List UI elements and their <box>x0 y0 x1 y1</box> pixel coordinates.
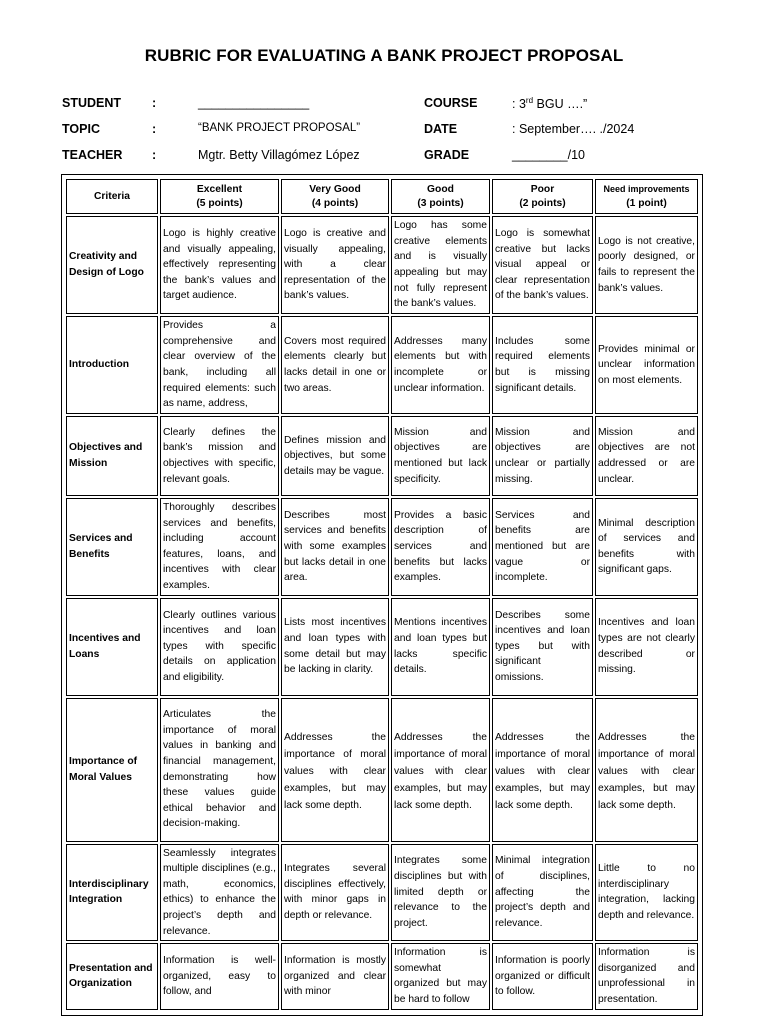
header-very-good: Very Good (4 points) <box>281 179 389 214</box>
info-row-topic <box>0 122 768 142</box>
date-value: : September…. ./2024 <box>512 122 635 136</box>
rating-cell: Logo is creative and visually appealing, with a clear representation of the bank’s values. <box>281 216 389 314</box>
rating-cell: Includes some required elements but is missing significant details. <box>492 316 593 414</box>
criterion-cell: Presentation and Organization <box>66 943 158 1009</box>
rating-cell: Clearly outlines various incentives and loan types with specific details on application and eligibility. <box>160 598 279 696</box>
table-row <box>66 943 698 1009</box>
topic-colon: : <box>152 122 157 136</box>
rating-cell: Minimal integration of disciplines, affecting the project’s depth and relevance. <box>492 844 593 942</box>
teacher-colon: : <box>152 148 157 162</box>
rating-cell: Information is well-organized, easy to follow, and <box>160 943 279 1009</box>
rating-cell: Describes most services and benefits with some examples but lacks detail in one area. <box>281 498 389 596</box>
rating-cell: Provides a comprehensive and clear overview of the bank, including all required elements: such as name, address, <box>160 316 279 414</box>
criterion-cell: Incentives and Loans <box>66 598 158 696</box>
grade-value: ________/10 <box>512 148 585 162</box>
table-row <box>66 698 698 842</box>
criterion-cell: Interdisciplinary Integration <box>66 844 158 942</box>
teacher-label: TEACHER <box>62 148 123 162</box>
rating-cell: Articulates the importance of moral values in banking and financial management, demonstrating how these values guide ethical behavior and decision-making. <box>160 698 279 842</box>
rubric-frame <box>61 174 703 1016</box>
rating-cell: Thoroughly describes services and benefits, including account features, loans, and incentives with clear examples. <box>160 498 279 596</box>
rating-cell: Lists most incentives and loan types with some detail but may be lacking in clarity. <box>281 598 389 696</box>
header-good: Good (3 points) <box>391 179 490 214</box>
rating-cell: Covers most required elements clearly but lacks detail in one or two areas. <box>281 316 389 414</box>
header-criteria: Criteria <box>66 179 158 214</box>
rating-cell: Integrates several disciplines effectively, with minor gaps in depth or relevance. <box>281 844 389 942</box>
rating-cell: Incentives and loan types are not clearly described or missing. <box>595 598 698 696</box>
table-row <box>66 416 698 496</box>
document-title: RUBRIC FOR EVALUATING A BANK PROJECT PROPOSAL <box>144 46 624 65</box>
rating-cell: Seamlessly integrates multiple disciplines (e.g., math, economics, ethics) to enhance the project’s depth and relevance. <box>160 844 279 942</box>
student-label: STUDENT <box>62 96 122 110</box>
rating-cell: Addresses the importance of moral values with clear examples, but may lack some depth. <box>391 698 490 842</box>
student-colon: : <box>152 96 157 110</box>
criterion-cell: Services and Benefits <box>66 498 158 596</box>
header-poor: Poor (2 points) <box>492 179 593 214</box>
rating-cell: Little to no interdisciplinary integration, lacking depth and relevance. <box>595 844 698 942</box>
header-excellent: Excellent (5 points) <box>160 179 279 214</box>
table-row <box>66 598 698 696</box>
rating-cell: Clearly defines the bank’s mission and objectives with specific, relevant goals. <box>160 416 279 496</box>
rating-cell: Services and benefits are mentioned but are vague or incomplete. <box>492 498 593 596</box>
student-value: ________________ <box>198 96 310 110</box>
rating-cell: Mission and objectives are mentioned but lack specificity. <box>391 416 490 496</box>
rating-cell: Integrates some disciplines but with limited depth or relevance to the project. <box>391 844 490 942</box>
teacher-value: Mgtr. Betty Villagómez López <box>198 148 360 162</box>
rating-cell: Defines mission and objectives, but some details may be vague. <box>281 416 389 496</box>
info-row-student <box>0 96 768 116</box>
rating-cell: Information is somewhat organized but may be hard to follow <box>391 943 490 1009</box>
header-need-improvements: Need improvements (1 point) <box>595 179 698 214</box>
rating-cell: Information is disorganized and unprofessional in presentation. <box>595 943 698 1009</box>
date-label: DATE <box>424 122 458 136</box>
rating-cell: Addresses the importance of moral values with clear examples, but may lack some depth. <box>281 698 389 842</box>
criterion-cell: Objectives and Mission <box>66 416 158 496</box>
criterion-cell: Introduction <box>66 316 158 414</box>
grade-label: GRADE <box>424 148 470 162</box>
rating-cell: Information is poorly organized or difficult to follow. <box>492 943 593 1009</box>
rating-cell: Mission and objectives are not addressed or are unclear. <box>595 416 698 496</box>
rating-cell: Logo is somewhat creative but lacks visual appeal or clear representation of the bank’s values. <box>492 216 593 314</box>
rating-cell: Provides minimal or unclear information on most elements. <box>595 316 698 414</box>
rating-cell: Describes some incentives and loan types but with significant omissions. <box>492 598 593 696</box>
table-row <box>66 498 698 596</box>
rating-cell: Mentions incentives and loan types but lacks specific details. <box>391 598 490 696</box>
rubric-table <box>64 177 700 1012</box>
rating-cell: Minimal description of services and benefits with significant gaps. <box>595 498 698 596</box>
rating-cell: Mission and objectives are unclear or partially missing. <box>492 416 593 496</box>
rating-cell: Logo has some creative elements and is visually appealing but may not fully represent the bank’s values. <box>391 216 490 314</box>
course-value: : 3rd BGU ….” <box>512 96 588 112</box>
rating-cell: Provides a basic description of services and benefits but lacks examples. <box>391 498 490 596</box>
rating-cell: Addresses the importance of moral values with clear examples, but may lack some depth. <box>492 698 593 842</box>
table-row <box>66 216 698 314</box>
topic-value: “BANK PROJECT PROPOSAL” <box>198 122 361 134</box>
rating-cell: Addresses the importance of moral values with clear examples, but may lack some depth. <box>595 698 698 842</box>
criterion-cell: Creativity and Design of Logo <box>66 216 158 314</box>
header-row <box>66 179 698 214</box>
course-label: COURSE <box>424 96 478 110</box>
rating-cell: Information is mostly organized and clear with minor <box>281 943 389 1009</box>
criterion-cell: Importance of Moral Values <box>66 698 158 842</box>
rating-cell: Logo is not creative, poorly designed, or fails to represent the bank’s values. <box>595 216 698 314</box>
info-row-teacher <box>0 148 768 168</box>
topic-label: TOPIC <box>62 122 100 136</box>
rating-cell: Addresses many elements but with incomplete or unclear information. <box>391 316 490 414</box>
rating-cell: Logo is highly creative and visually appealing, effectively representing the bank’s values and target audience. <box>160 216 279 314</box>
table-row <box>66 316 698 414</box>
table-row <box>66 844 698 942</box>
